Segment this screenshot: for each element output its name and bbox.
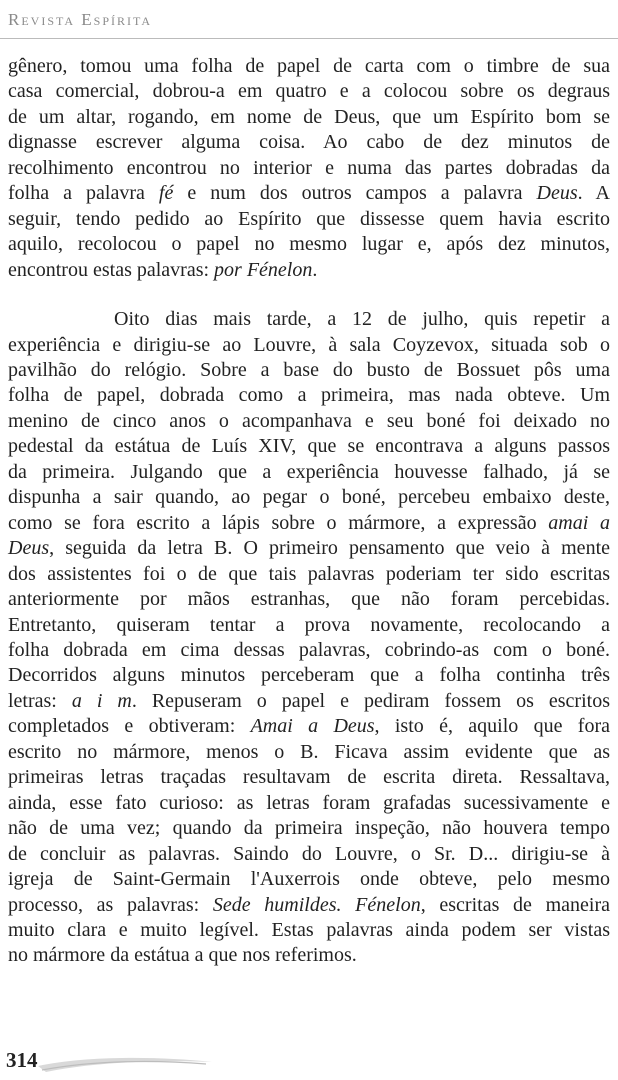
paragraph-2	[8, 307, 610, 969]
text-line	[8, 562, 610, 587]
italic-text: Deus	[8, 537, 50, 560]
text-line	[8, 714, 610, 739]
text-line	[8, 638, 610, 663]
text-segment: seguir, tendo pedido ao Espírito que dissesse quem havia escrito	[8, 207, 610, 230]
text-line	[8, 689, 610, 714]
text-segment: pedestal da estátua de Luís XIV, que se encontrava a alguns passos	[8, 435, 610, 458]
text-segment: , isto é, aquilo que fora	[374, 715, 610, 738]
text-line	[8, 258, 610, 283]
text-segment: igreja de Saint-Germain l'Auxerrois onde obteve, pelo mesmo	[8, 868, 610, 891]
text-segment: menino de cinco anos o acompanhava e seu boné foi deixado no	[8, 409, 610, 432]
text-line	[8, 54, 610, 79]
text-segment: aquilo, recolocou o papel no mesmo lugar e, após dez minutos,	[8, 233, 610, 256]
text-line	[8, 587, 610, 612]
text-segment: . A	[577, 182, 610, 205]
italic-text: por Fénelon	[214, 258, 313, 281]
text-segment: folha de papel, dobrada como a primeira, mas nada obteve. Um	[8, 384, 610, 407]
text-line	[8, 156, 610, 181]
text-line	[8, 333, 610, 358]
text-line	[8, 130, 610, 155]
text-line	[8, 460, 610, 485]
text-segment: muito clara e muito legível. Estas palavras ainda podem ser vistas	[8, 918, 610, 941]
text-segment: processo, as palavras:	[8, 893, 213, 916]
header-rule	[0, 38, 618, 39]
text-segment: Decorridos alguns minutos perceberam que a folha continha três	[8, 664, 610, 687]
text-segment: de um altar, rogando, em nome de Deus, que um Espírito bom se	[8, 105, 610, 128]
text-segment: dispunha a sair quando, ao pegar o boné, percebeu embaixo deste,	[8, 486, 610, 509]
text-line	[8, 765, 610, 790]
text-segment: pavilhão do relógio. Sobre a base do busto de Bossuet pôs uma	[8, 358, 610, 381]
text-segment: anteriormente por mãos estranhas, que não foram percebidas.	[8, 588, 610, 611]
text-segment: folha dobrada em cima dessas palavras, cobrindo-as com o boné.	[8, 638, 610, 661]
text-segment: Oito dias mais tarde, a 12 de julho, quis repetir a	[114, 308, 610, 331]
text-segment: dignasse escrever alguma coisa. Ao cabo de dez minutos de	[8, 131, 610, 154]
page-number: 314	[6, 1048, 38, 1072]
text-line	[8, 613, 610, 638]
running-header: Revista Espírita	[8, 10, 153, 29]
text-segment: primeiras letras traçadas resultavam de escrita direta. Ressaltava,	[8, 766, 610, 789]
text-line	[8, 943, 610, 968]
text-line	[8, 663, 610, 688]
text-line	[8, 307, 610, 332]
text-line	[8, 893, 610, 918]
text-segment: casa comercial, dobrou-a em quatro e a colocou sobre os degraus	[8, 80, 610, 103]
text-segment: .	[312, 258, 318, 281]
text-segment: dos assistentes foi o de que tais palavras poderiam ter sido escritas	[8, 562, 610, 585]
text-segment: como se fora escrito a lápis sobre o mármore, a expressão	[8, 511, 549, 534]
text-segment: recolhimento encontrou no interior e numa das partes dobradas da	[8, 156, 610, 179]
text-line	[8, 409, 610, 434]
text-segment: , escritas de maneira	[420, 893, 610, 916]
text-line	[8, 485, 610, 510]
text-segment: não de uma vez; quando da primeira inspeção, não houvera tempo	[8, 817, 610, 840]
text-line	[8, 105, 610, 130]
text-segment: , seguida da letra B. O primeiro pensamento que veio à mente	[49, 537, 610, 560]
text-line	[8, 867, 610, 892]
text-line	[8, 207, 610, 232]
italic-text: a i m	[71, 689, 132, 712]
text-segment: folha a palavra	[8, 182, 159, 205]
text-segment: de concluir as palavras. Saindo do Louvre, o Sr. D... dirigiu-se à	[8, 842, 610, 865]
text-segment: letras:	[8, 689, 72, 712]
text-segment: e num dos outros campos a palavra	[173, 182, 537, 205]
text-segment: escrito no mármore, menos o B. Ficava assim evidente que as	[8, 740, 610, 763]
text-segment: ainda, esse fato curioso: as letras foram grafadas sucessivamente e	[8, 791, 610, 814]
text-segment: completados e obtiveram:	[8, 715, 251, 738]
italic-text: Sede humildes. Fénelon	[212, 893, 421, 916]
text-segment: experiência e dirigiu-se ao Louvre, à sala Coyzevox, situada sob o	[8, 333, 610, 356]
text-line	[8, 842, 610, 867]
italic-text: Amai a Deus	[250, 715, 375, 738]
text-segment: encontrou estas palavras:	[8, 258, 215, 281]
text-line	[8, 740, 610, 765]
text-segment: gênero, tomou uma folha de papel de carta com o timbre de sua	[8, 55, 610, 77]
paragraph-1	[8, 54, 610, 283]
text-line	[8, 791, 610, 816]
text-line	[8, 181, 610, 206]
text-segment: da primeira. Julgando que a experiência houvesse falhado, já se	[8, 460, 610, 483]
text-line	[8, 816, 610, 841]
text-segment: no mármore da estátua a que nos referimos.	[8, 944, 357, 967]
text-line	[8, 918, 610, 943]
text-segment: . Repuseram o papel e pediram fossem os escritos	[131, 689, 610, 712]
text-line	[8, 536, 610, 561]
text-line	[8, 434, 610, 459]
body-text	[8, 54, 610, 969]
italic-text: fé	[158, 182, 174, 205]
italic-text: Deus	[536, 182, 578, 205]
text-line	[8, 383, 610, 408]
italic-text: amai a	[548, 511, 611, 534]
text-line	[8, 232, 610, 257]
text-line	[8, 79, 610, 104]
text-segment: Entretanto, quiseram tentar a prova novamente, recolocando a	[8, 613, 610, 636]
text-line	[8, 511, 610, 536]
page-swoosh-decoration	[36, 1052, 216, 1076]
text-line	[8, 358, 610, 383]
